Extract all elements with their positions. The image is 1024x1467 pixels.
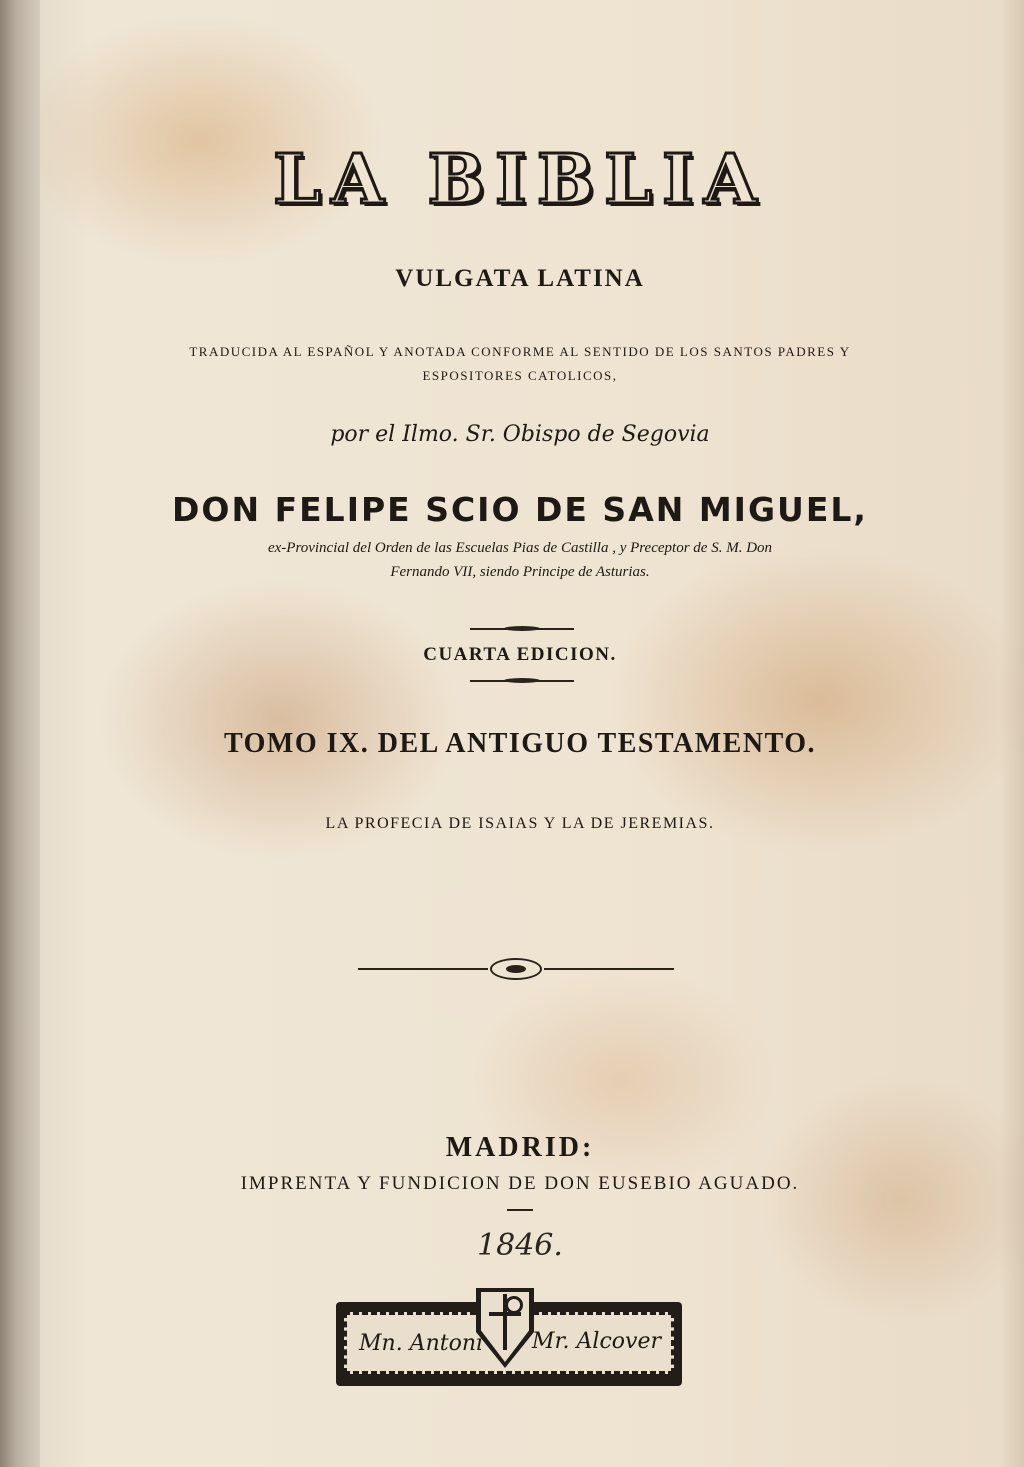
book-spine-edge <box>0 0 40 1467</box>
stamp-text-right: Mr. Alcover <box>531 1329 661 1354</box>
author-desc-line-1: ex-Provincial del Orden de las Escuelas Pias de Castilla , y Preceptor de S. M. Don <box>267 540 773 556</box>
chi-rho-loop <box>505 1296 523 1314</box>
intro-line-2: ESPOSITORES CATOLICOS, <box>422 368 618 383</box>
author-description <box>150 536 890 584</box>
author-name: DON FELIPE SCIO DE SAN MIGUEL, <box>172 490 868 529</box>
intro-text <box>150 340 890 388</box>
subtitle: VULGATA LATINA <box>395 265 645 292</box>
imprint-rule <box>507 1209 533 1211</box>
main-title: LA BIBLIA <box>273 140 767 220</box>
edition: CUARTA EDICION. <box>423 644 617 665</box>
ornament-line-left <box>358 968 488 970</box>
ornament-line-right <box>544 968 674 970</box>
volume-title: TOMO IX. DEL ANTIGUO TESTAMENTO. <box>223 728 817 759</box>
imprint-printer: IMPRENTA Y FUNDICION DE DON EUSEBIO AGUADO. <box>240 1173 800 1194</box>
author-desc-line-2: Fernando VII, siendo Principe de Asturias. <box>390 564 650 580</box>
imprint-year: 1846. <box>477 1228 563 1263</box>
ornament-center-icon <box>490 958 542 980</box>
intro-line-1: TRADUCIDA AL ESPAÑOL Y ANOTADA CONFORME AL SENTIDO DE LOS SANTOS PADRES Y <box>189 344 851 359</box>
stamp-text-left: Mn. Antoni <box>359 1331 484 1356</box>
imprint-city: MADRID: <box>445 1132 595 1163</box>
ownership-stamp <box>336 1302 682 1386</box>
volume-contents: LA PROFECIA DE ISAIAS Y LA DE JEREMIAS. <box>325 815 715 832</box>
divider-rule-bottom <box>470 680 574 682</box>
by-line: por el Ilmo. Sr. Obispo de Segovia <box>330 422 710 447</box>
divider-rule-top <box>470 628 574 630</box>
ornament-divider <box>358 958 674 980</box>
